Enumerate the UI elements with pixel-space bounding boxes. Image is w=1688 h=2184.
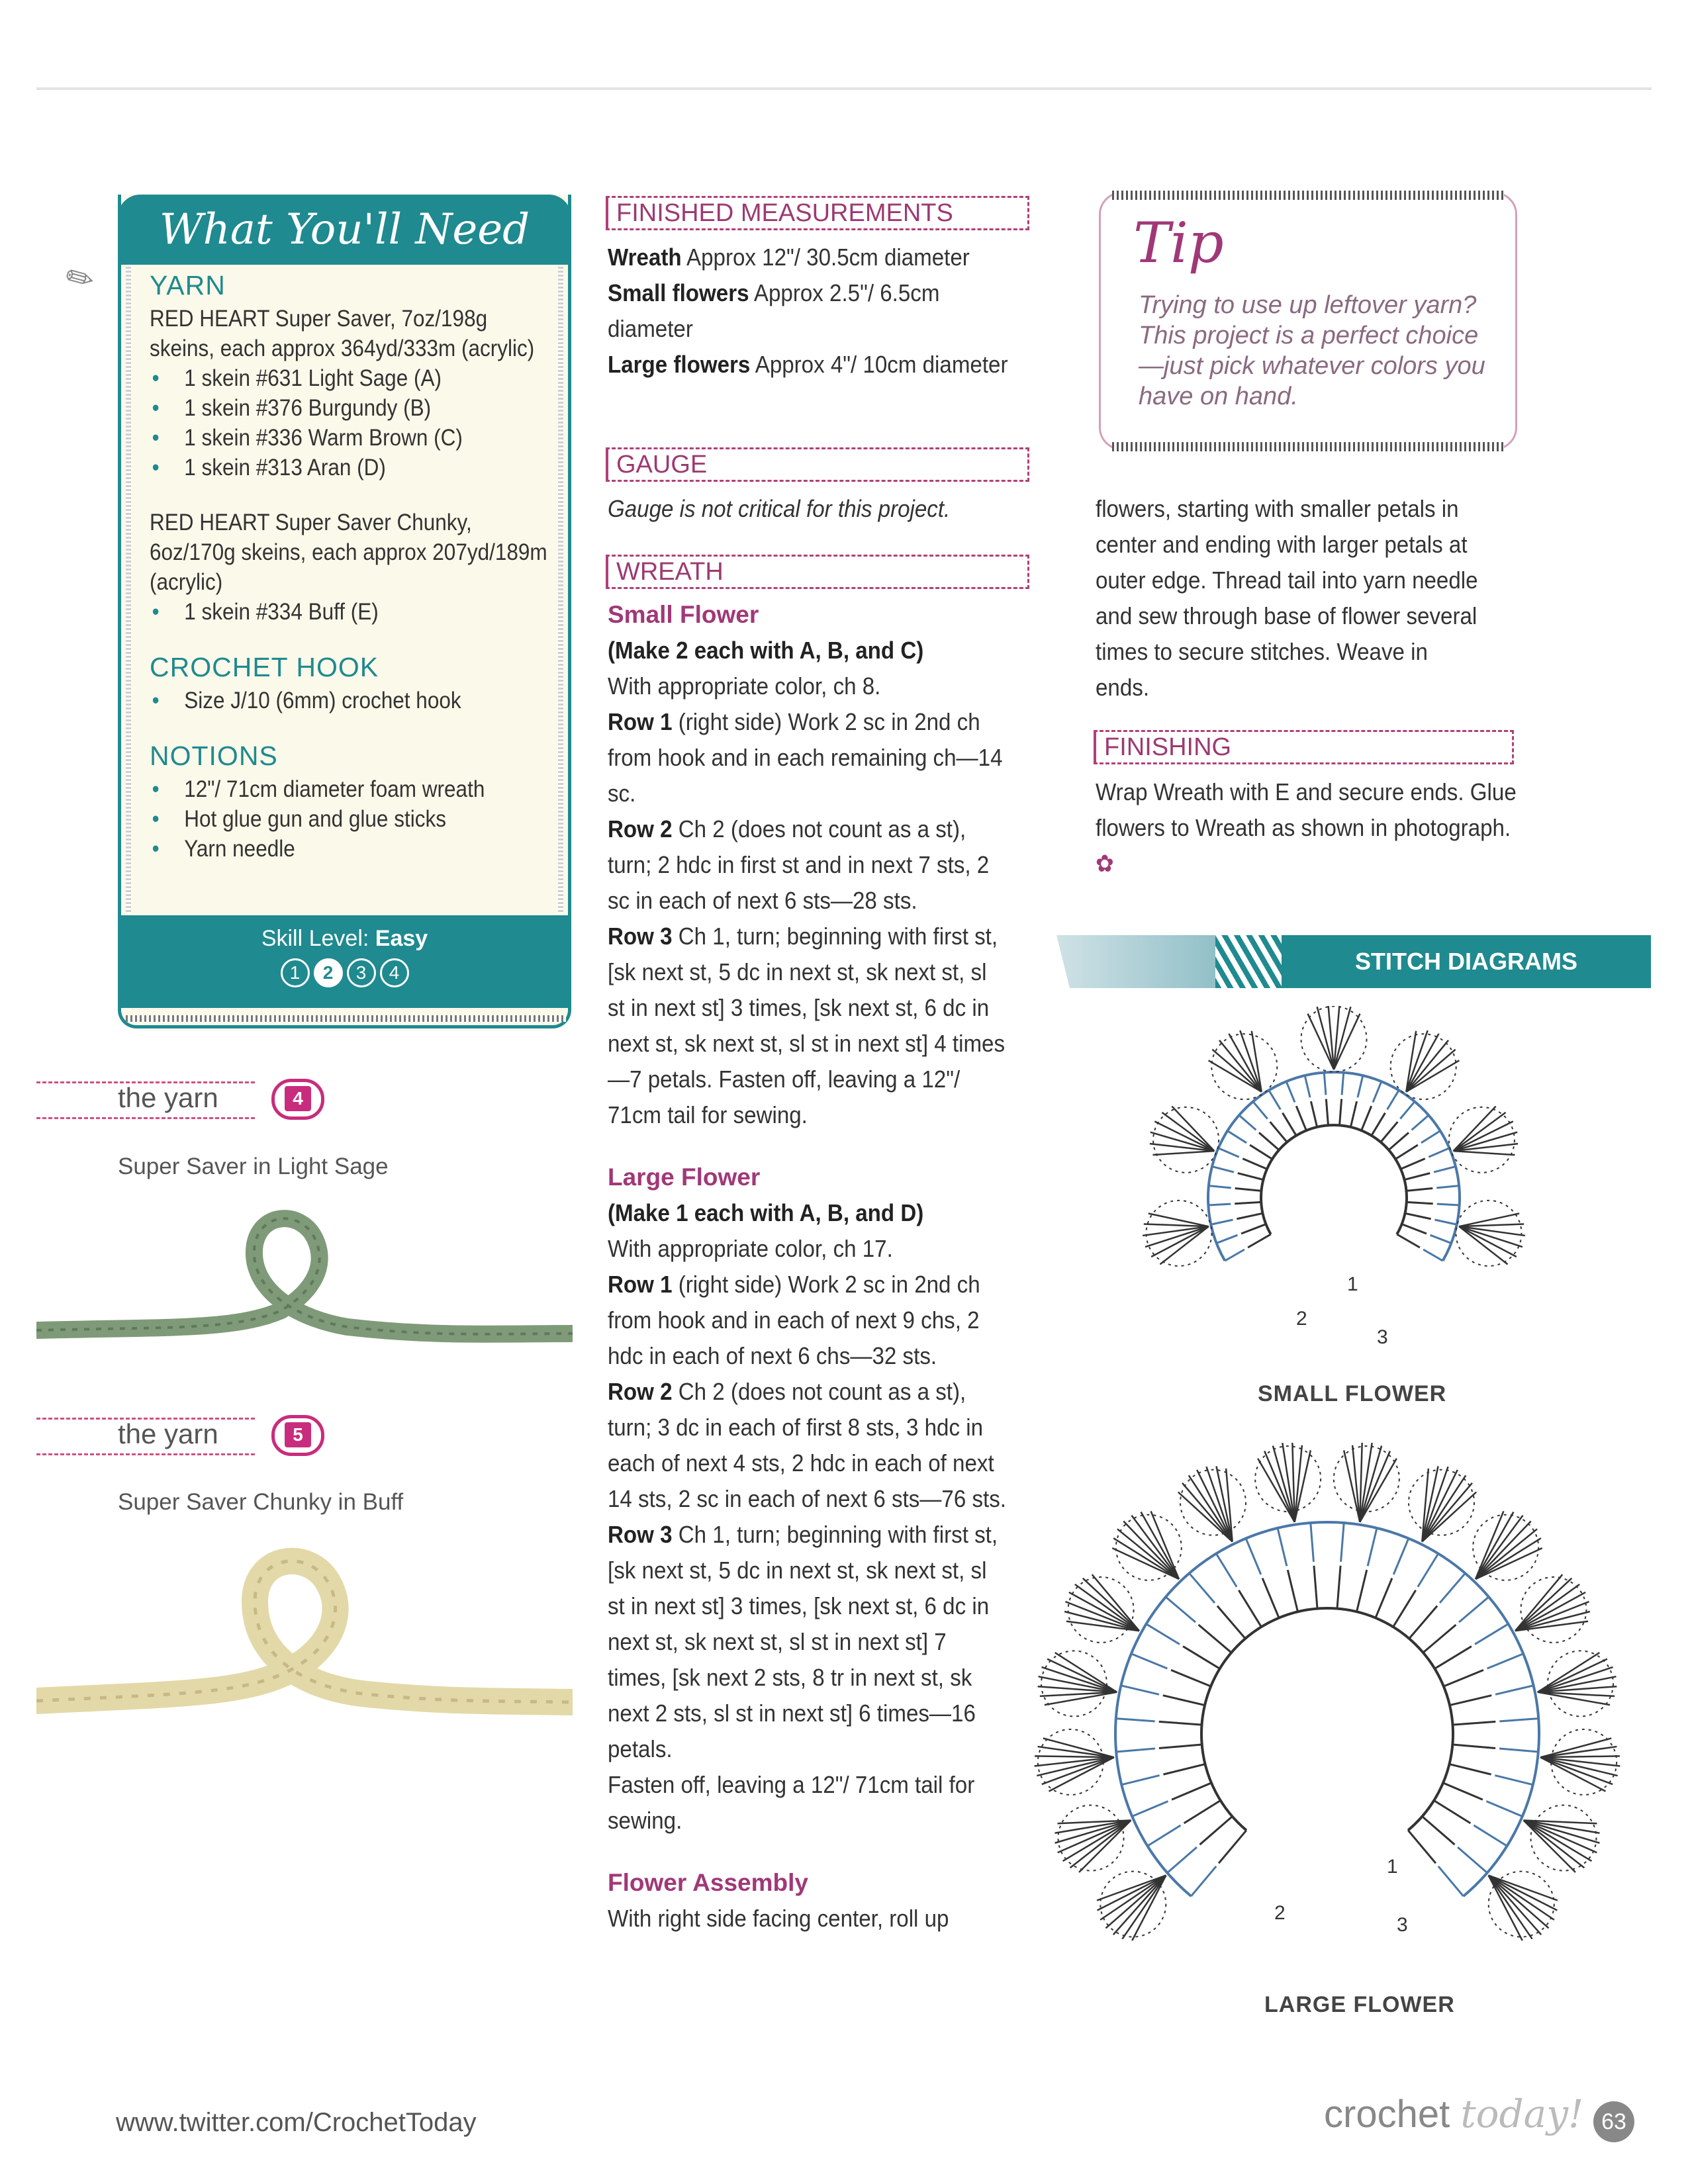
large-flower-diagram	[1019, 1443, 1635, 2005]
top-rule	[36, 87, 1652, 90]
list-item: • 1 skein #334 Buff (E)	[150, 597, 584, 627]
row-2-stitch	[1116, 1719, 1155, 1721]
petal-spoke	[1295, 1450, 1311, 1522]
row-1-stitch	[1314, 1566, 1317, 1609]
row-2-stitch	[1324, 1073, 1326, 1095]
yarn1-description: RED HEART Super Saver, 7oz/198g skeins, each approx 364yd/333m (acrylic)	[150, 306, 535, 361]
row-2-stitch	[1246, 1539, 1261, 1574]
petal-spoke	[1540, 1757, 1618, 1776]
skill-level-band	[118, 915, 571, 1008]
row-2-stitch	[1227, 1131, 1246, 1143]
page-number: 63	[1593, 2101, 1634, 2142]
row-1-stitch	[1357, 1570, 1367, 1612]
yarn-label: the yarn	[118, 1418, 218, 1449]
row-number: 2	[1296, 1308, 1307, 1330]
row-2-stitch	[1438, 1866, 1464, 1896]
petal-spoke	[1070, 1820, 1131, 1868]
row-1-stitch	[1159, 1745, 1202, 1748]
row-1-stitch	[1326, 1099, 1328, 1125]
yarn-weight-badge: 4	[271, 1079, 324, 1120]
row-2-stitch	[1239, 1115, 1256, 1130]
yarn-sample-buff	[36, 1529, 573, 1727]
row-1-stitch	[1250, 1145, 1272, 1159]
row-2-stitch	[1475, 1624, 1508, 1645]
row-1-stitch	[1219, 1831, 1246, 1864]
row-1-stitch	[1449, 1764, 1491, 1775]
row-2-stitch	[1191, 1866, 1216, 1896]
petal-spoke	[1524, 1820, 1597, 1852]
petal-spoke	[1049, 1757, 1114, 1791]
petal-arc	[1449, 1107, 1515, 1173]
stitch-diagrams-heading: STITCH DIAGRAMS	[1282, 935, 1651, 988]
row-1-stitch	[1402, 1224, 1427, 1234]
stitch-diagrams-band	[1056, 935, 1651, 988]
row-1-stitch	[1381, 1122, 1398, 1142]
row-2-stitch	[1269, 1090, 1281, 1109]
row-2-stitch	[1434, 1167, 1456, 1172]
box-stripe-left	[126, 265, 131, 913]
row-1-stitch	[1259, 1132, 1279, 1150]
gauge-heading: GAUGE	[606, 447, 1029, 482]
row-1-stitch	[1163, 1696, 1205, 1706]
row-2-stitch	[1341, 1523, 1344, 1562]
yarn-label-line	[36, 1453, 255, 1455]
row-1-stitch	[1422, 1817, 1454, 1845]
row-1-stitch	[1362, 1106, 1372, 1130]
finishing-heading: FINISHING	[1094, 730, 1514, 764]
row-2-stitch	[1116, 1749, 1155, 1752]
row-1-stitch	[1397, 1234, 1420, 1248]
row-2-stitch	[1499, 1749, 1538, 1752]
wreath-instructions: Small Flower (Make 2 each with A, B, and C) With appropriate color, ch 8. Row 1 (right side) Work 2 sc in 2nd ch from hook and in each remaining ch—14 sc. Row 2 Ch 2 (does not count as a st), turn; 2 hdc in first st and in next 7 sts, 2 sc in each of next 6 sts—28 sts. Row 3 Ch 1, turn; beginning with first st, [sk next st, 5 dc in next st, sk next st, sl st in next st] 3 times, [sk next st, 6 dc in next st, sk next st, sl st in next st] 4 times—7 petals. Fasten off, leaving a 12"/ 71cm tail for sewing. Large Flower (Make 1 each with A, B, and D) With appropriate color, ch 17. Row 1 (right side) Work 2 sc in 2nd ch from hook and in each of next 9 chs, 2 hdc in each of next 6 chs—32 sts. Row 2 Ch 2 (does not count as a st), turn; 3 dc in each of first 8 sts, 3 hdc in each of next 4 sts, 2 hdc in each of next 14 sts, 2 sc in each of next 6 sts—76 sts. Row 3 Ch 1, turn; beginning with first st, [sk next st, 5 dc in next st, sk next st, sl st in next st] 3 times, [sk next st, 6 dc in next st, sk next st, sl st in next st] 7 times, [sk next 2 sts, 8 tr in next st, sk next 2 sts, sl st in next st] 6 times—16 petals. Fasten off, leaving a 12"/ 71cm tail for sewing. Flower Assembly With right side facing center, roll up	[608, 597, 1011, 1936]
list-item: • 1 skein #336 Warm Brown (C)	[150, 423, 584, 453]
row-2-stitch	[1212, 1167, 1234, 1172]
footer-brand: crochet today!	[1324, 2091, 1584, 2136]
row-2-stitch	[1373, 1081, 1382, 1102]
row-2-stitch	[1487, 1654, 1524, 1668]
row-2-stitch	[1121, 1686, 1158, 1694]
row-1-stitch	[1444, 1670, 1483, 1686]
tip-title: Tip	[1133, 210, 1224, 275]
row-1-stitch	[1270, 1122, 1288, 1142]
row-number: 3	[1397, 1914, 1408, 1936]
box-stripe-bottom	[126, 1015, 566, 1022]
finished-measurements-body: Wreath Approx 12"/ 30.5cm diameter Small flowers Approx 2.5"/ 6.5cm diameter Large flowers Approx 4"/ 10cm diameter	[608, 244, 1008, 378]
finishing-body: Wrap Wreath with E and secure ends. Glue flowers to Wreath as shown in photograph. ✿	[1096, 778, 1517, 877]
petal-spoke	[1360, 1445, 1382, 1522]
row-2-stitch	[1305, 1075, 1310, 1097]
list-item: • Yarn needle	[150, 834, 584, 864]
row-2-stitch	[1131, 1654, 1168, 1668]
row-1-stitch	[1423, 1625, 1456, 1653]
row-1-stitch	[1243, 1159, 1267, 1169]
petal-spoke	[1344, 1450, 1360, 1522]
large-flower-label: LARGE FLOWER	[1264, 1992, 1455, 2017]
row-1-stitch	[1376, 1578, 1392, 1618]
row-2-stitch	[1436, 1186, 1459, 1188]
yarn-heading: YARN	[150, 270, 226, 300]
row-1-stitch	[1405, 1173, 1430, 1180]
row-2-stitch	[1495, 1686, 1533, 1694]
row-2-stitch	[1219, 1148, 1239, 1157]
row-1-stitch	[1262, 1578, 1279, 1618]
row-2-stitch	[1342, 1073, 1344, 1095]
row-1-stitch	[1340, 1099, 1342, 1125]
row-number: 3	[1377, 1326, 1388, 1348]
notions-heading: NOTIONS	[150, 741, 278, 771]
row-1-stitch	[1217, 1606, 1245, 1639]
petal-spoke	[1058, 1820, 1131, 1852]
row-1-stitch	[1409, 1606, 1437, 1639]
hook-heading: CROCHET HOOK	[150, 652, 379, 682]
gauge-text: Gauge is not critical for this project.	[608, 495, 951, 522]
petal-spoke	[1037, 1757, 1114, 1776]
small-flower-label: SMALL FLOWER	[1258, 1381, 1447, 1406]
row-1-stitch	[1184, 1801, 1221, 1823]
row-1-stitch	[1408, 1831, 1436, 1864]
row-2-stitch	[1216, 1553, 1237, 1586]
row-1-stitch	[1372, 1113, 1385, 1136]
row-2-stitch	[1167, 1847, 1197, 1873]
row-1-stitch	[1406, 1188, 1432, 1191]
skill-circle: 3	[347, 958, 376, 987]
list-item: • 1 skein #313 Aran (D)	[150, 453, 584, 482]
yarn-caption: Super Saver Chunky in Buff	[118, 1489, 404, 1515]
row-2-stitch	[1217, 1235, 1238, 1243]
yarn-sample-sage	[36, 1185, 573, 1357]
notions-list	[150, 774, 553, 864]
what-you-need-title: What You'll Need	[118, 195, 571, 265]
row-1-stitch	[1401, 1159, 1425, 1169]
tip-stripe	[1112, 442, 1504, 451]
small-flower-heading: Small Flower	[608, 601, 759, 628]
list-item: • 1 skein #376 Burgundy (B)	[150, 393, 584, 423]
row-2-stitch	[1423, 1250, 1442, 1261]
row-2-stitch	[1209, 1186, 1231, 1188]
row-1-stitch	[1434, 1801, 1470, 1823]
petal-spoke	[1273, 1445, 1295, 1522]
row-1-stitch	[1296, 1106, 1306, 1130]
row-2-stitch	[1311, 1523, 1314, 1562]
list-item: • Size J/10 (6mm) crochet hook	[150, 686, 584, 715]
row-2-stitch	[1418, 1553, 1438, 1586]
row-1-stitch	[1237, 1213, 1262, 1218]
row-1-stitch	[1452, 1721, 1495, 1725]
row-1-stitch	[1434, 1647, 1472, 1669]
petal-spoke	[1153, 1151, 1215, 1155]
tip-stripe	[1112, 191, 1504, 200]
row-2-stitch	[1147, 1825, 1180, 1846]
row-2-stitch	[1421, 1131, 1440, 1143]
row-2-stitch	[1225, 1250, 1244, 1261]
row-1-stitch	[1238, 1173, 1264, 1180]
row-1-stitch	[1235, 1202, 1261, 1203]
end-mark-icon: ✿	[1096, 850, 1114, 877]
row-1-stitch	[1199, 1625, 1232, 1653]
row-1-stitch	[1452, 1745, 1495, 1748]
row-1-stitch	[1172, 1783, 1211, 1799]
small-flower-diagram	[1119, 1006, 1549, 1377]
row-2-stitch	[1430, 1235, 1452, 1243]
yarn1-list	[150, 363, 553, 482]
row-1-stitch	[1405, 1213, 1431, 1218]
foundation-chain	[1261, 1125, 1407, 1234]
row-2-stitch	[1147, 1624, 1180, 1645]
row-2-stitch	[1429, 1148, 1449, 1157]
row-2-stitch	[1166, 1597, 1196, 1622]
wreath-heading: WREATH	[606, 555, 1029, 589]
row-2-stitch	[1253, 1101, 1268, 1118]
row-1-stitch	[1183, 1647, 1220, 1669]
skill-level-indicator	[118, 958, 571, 987]
petal-spoke	[1540, 1738, 1611, 1757]
row-1-stitch	[1239, 1590, 1261, 1627]
foundation-chain	[1201, 1608, 1453, 1831]
yarn-label: the yarn	[118, 1082, 218, 1113]
row-2-stitch	[1459, 1597, 1489, 1622]
what-you-need-content	[150, 270, 553, 864]
row-1-stitch	[1199, 1817, 1232, 1845]
row-1-stitch	[1395, 1145, 1418, 1159]
hook-deco-icon: ✎	[58, 255, 102, 302]
footer-url[interactable]: www.twitter.com/CrochetToday	[116, 2108, 477, 2137]
row-1-stitch	[1241, 1224, 1266, 1234]
yarn-label-line	[36, 1117, 255, 1119]
yarn2-description: RED HEART Super Saver Chunky, 6oz/170g skeins, each approx 207yd/189m (acrylic)	[150, 510, 547, 595]
row-2-stitch	[1132, 1801, 1168, 1817]
list-item: • 12"/ 71cm diameter foam wreath	[150, 774, 584, 804]
finished-measurements-heading: FINISHED MEASUREMENTS	[606, 196, 1029, 230]
row-1-stitch	[1337, 1566, 1340, 1609]
skill-circle: 4	[380, 958, 409, 987]
skill-level-text: Skill Level: Easy	[261, 926, 428, 951]
row-2-stitch	[1412, 1115, 1429, 1130]
petal-spoke	[1264, 1451, 1295, 1522]
row-2-stitch	[1400, 1101, 1415, 1118]
yarn2-list	[150, 597, 553, 627]
yarn-caption: Super Saver in Light Sage	[118, 1154, 389, 1179]
row-1-stitch	[1248, 1234, 1271, 1248]
skill-circle-selected: 2	[314, 958, 343, 987]
row-2-stitch	[1190, 1573, 1215, 1603]
row-1-stitch	[1282, 1113, 1296, 1136]
row-1-stitch	[1407, 1202, 1433, 1203]
row-2-stitch	[1393, 1539, 1409, 1574]
row-1-stitch	[1159, 1721, 1202, 1725]
row-2-stitch	[1121, 1776, 1159, 1785]
row-2-stitch	[1474, 1825, 1507, 1846]
tip-text: Trying to use up leftover yarn? This project is a perfect choice—just pick whatever colors you have on hand.	[1139, 291, 1485, 410]
skill-circle: 1	[281, 958, 310, 987]
row-2-stitch	[1358, 1075, 1363, 1097]
row-number: 2	[1274, 1902, 1286, 1924]
large-flower-heading: Large Flower	[608, 1163, 761, 1191]
row-2-stitch	[1437, 1204, 1460, 1205]
row-1-stitch	[1235, 1188, 1262, 1191]
row-2-stitch	[1208, 1204, 1231, 1205]
row-2-stitch	[1278, 1528, 1287, 1566]
row-2-stitch	[1458, 1847, 1487, 1873]
row-1-stitch	[1311, 1101, 1317, 1127]
row-1-stitch	[1389, 1132, 1409, 1150]
assembly-continued: flowers, starting with smaller petals in center and ending with larger petals at outer edge. Thread tail into yarn needle and sew through base of flower several times to secure stitches. Weave in ends.	[1096, 495, 1478, 701]
row-2-stitch	[1387, 1090, 1399, 1109]
row-2-stitch	[1499, 1719, 1538, 1721]
row-1-stitch	[1393, 1590, 1416, 1627]
row-1-stitch	[1450, 1696, 1491, 1706]
list-item: • Hot glue gun and glue sticks	[150, 804, 584, 834]
row-1-stitch	[1443, 1783, 1483, 1799]
row-1-stitch	[1288, 1570, 1297, 1612]
row-1-stitch	[1350, 1101, 1356, 1127]
row-2-stitch	[1434, 1220, 1456, 1224]
row-number: 1	[1347, 1273, 1358, 1295]
flower-assembly-heading: Flower Assembly	[608, 1869, 808, 1896]
row-2-stitch	[1368, 1528, 1377, 1566]
row-2-stitch	[1486, 1801, 1522, 1817]
row-2-stitch	[1440, 1573, 1465, 1603]
row-number: 1	[1387, 1856, 1398, 1878]
petal-arc	[1153, 1107, 1219, 1173]
list-item: • 1 skein #631 Light Sage (A)	[150, 363, 584, 393]
row-1-stitch	[1171, 1670, 1211, 1686]
row-1-stitch	[1163, 1764, 1205, 1775]
row-2-stitch	[1495, 1776, 1532, 1785]
row-2-stitch	[1211, 1220, 1233, 1224]
petal-spoke	[1454, 1151, 1515, 1155]
hook-list	[150, 686, 553, 715]
row-2-stitch	[1286, 1081, 1295, 1102]
yarn-weight-badge: 5	[271, 1415, 324, 1456]
petal-spoke	[1540, 1757, 1605, 1791]
petal-spoke	[1043, 1738, 1114, 1757]
